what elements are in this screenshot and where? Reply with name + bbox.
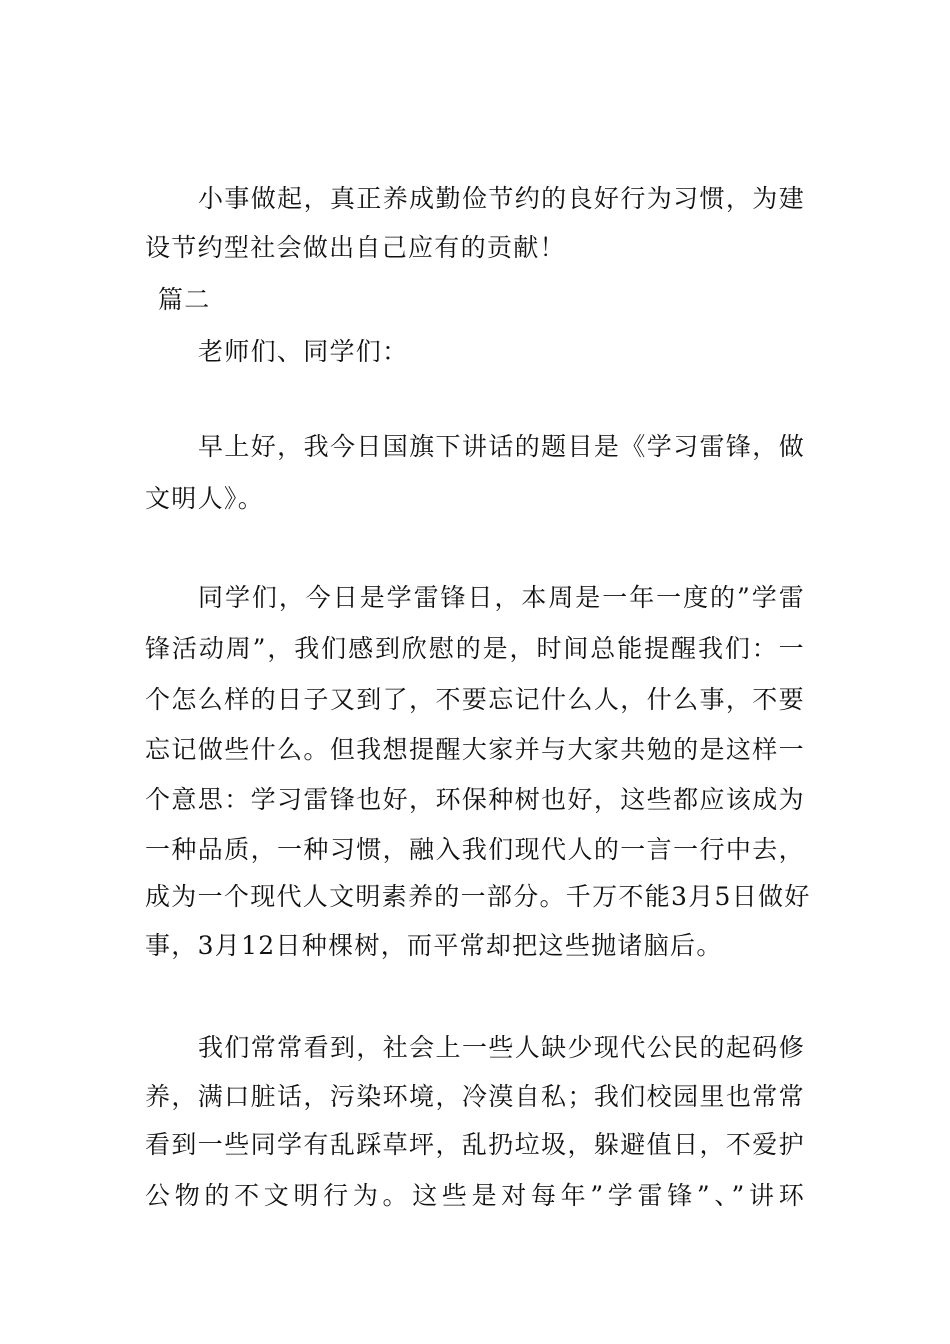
greeting: 老师们、同学们： (198, 337, 409, 366)
text-line: 个怎么样的日子又到了，不要忘记什么人，什么事，不要 (145, 685, 805, 714)
text-line: 我们常常看到，社会上一些人缺少现代公民的起码修 (198, 1033, 805, 1062)
text-line: 小事做起，真正养成勤俭节约的良好行为习惯，为建 (198, 184, 805, 213)
text-line: 设节约型社会做出自己应有的贡献！ (145, 233, 566, 262)
text-line: 早上好，我今日国旗下讲话的题目是《学习雷锋，做 (198, 432, 805, 461)
text-line: 成为一个现代人文明素养的一部分。千万不能3月5日做好 (145, 882, 811, 911)
text-line: 锋活动周”，我们感到欣慰的是，时间总能提醒我们：一 (145, 634, 805, 663)
text-line: 一种品质，一种习惯，融入我们现代人的一言一行中去， (145, 835, 805, 864)
text-line: 养，满口脏话，污染环境，冷漠自私；我们校园里也常常 (145, 1082, 805, 1111)
text-line: 个意思：学习雷锋也好，环保种树也好，这些都应该成为 (145, 785, 805, 814)
text-line: 看到一些同学有乱踩草坪，乱扔垃圾，躲避值日，不爱护 (145, 1130, 805, 1159)
text-line: 公物的不文明行为。这些是对每年”学雷锋”、”讲环 (145, 1181, 805, 1210)
text-line: 同学们，今日是学雷锋日，本周是一年一度的”学雷 (198, 583, 805, 612)
section-title: 篇二 (158, 285, 211, 314)
text-line: 忘记做些什么。但我想提醒大家并与大家共勉的是这样一 (145, 735, 805, 764)
text-line: 事，3月12日种棵树，而平常却把这些抛诸脑后。 (145, 931, 723, 960)
text-line: 文明人》。 (145, 484, 265, 513)
